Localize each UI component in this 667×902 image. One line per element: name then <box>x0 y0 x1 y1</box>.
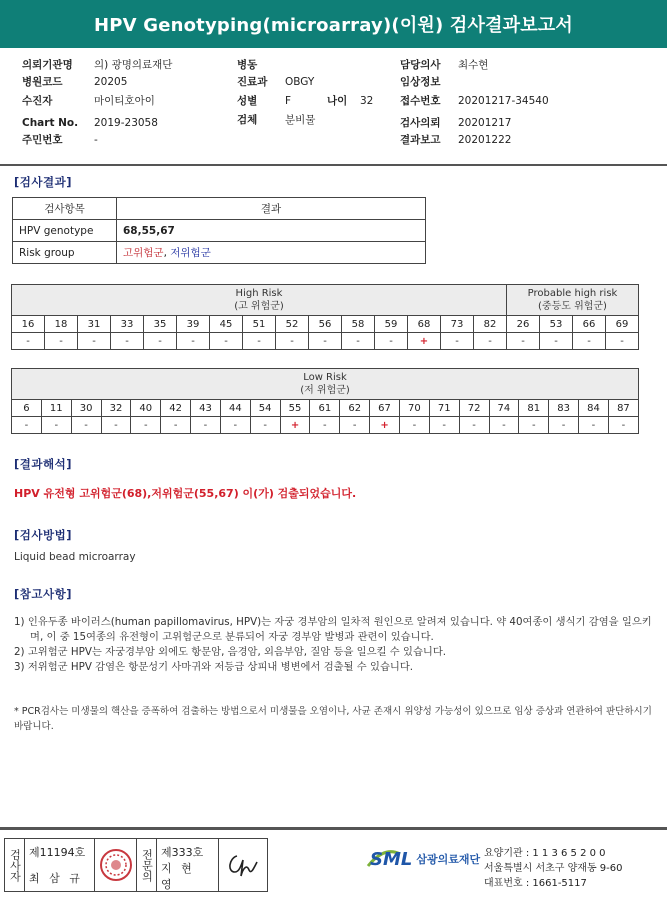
high-type: 45 <box>210 316 243 333</box>
notes-list <box>14 615 654 675</box>
tester-name: 최 삼 규 <box>29 872 83 885</box>
high-result: - <box>144 333 177 350</box>
handwritten-signature-icon <box>223 850 263 880</box>
low-result: - <box>489 417 519 434</box>
info-row: 접수번호 20201217-34540 <box>400 95 549 107</box>
org-address: 서울특별시 서초구 양재동 9-60 <box>484 863 623 874</box>
info-row: 결과보고 20201222 <box>400 134 512 146</box>
info-row: 병원코드 20205 <box>22 76 128 88</box>
high-result: - <box>111 333 144 350</box>
low-result: - <box>340 417 370 434</box>
low-type: 30 <box>71 400 101 417</box>
info-row: 의뢰기관명 의) 광명의료재단 <box>22 59 173 71</box>
low-type: 42 <box>161 400 191 417</box>
high-type: 18 <box>45 316 78 333</box>
low-type: 61 <box>310 400 340 417</box>
logo-org-name: 삼광의료재단 <box>416 853 481 866</box>
high-type: 82 <box>474 316 507 333</box>
low-result: - <box>191 417 221 434</box>
high-type: 69 <box>606 316 639 333</box>
tester-seal <box>95 839 137 891</box>
info-row: 성별 F <box>237 95 292 107</box>
high-type: 52 <box>276 316 309 333</box>
info-row: 수진자 마이티호아이 <box>22 95 155 107</box>
high-type: 66 <box>573 316 606 333</box>
low-type: 74 <box>489 400 519 417</box>
note-item: 3) 저위험군 HPV 감염은 항문성기 사마귀와 저등급 상피내 병변에서 검출될 수 있습니다. <box>14 661 414 673</box>
low-type: 81 <box>519 400 549 417</box>
low-result: - <box>12 417 42 434</box>
high-type: 51 <box>243 316 276 333</box>
org-code: 요양기관 : 1 1 3 6 5 2 0 0 <box>484 848 606 859</box>
section-notes-heading: [참고사항] <box>14 587 72 601</box>
summary-table <box>12 197 426 264</box>
low-type: 43 <box>191 400 221 417</box>
tester-role: 검사자 <box>5 839 25 891</box>
high-type: 16 <box>12 316 45 333</box>
risk-group-value <box>117 242 426 264</box>
low-result: - <box>459 417 489 434</box>
high-result: - <box>276 333 309 350</box>
note-item: 1) 인유두종 바이러스(human papillomavirus, HPV)는 자궁 경부암의 일차적 원인으로 알려져 있습니다. 약 40여종이 생식기 감염을 일으키며, 이 중 15여종의 유전형이 고위험군으로 분류되어 자궁 경부암 발병과 관련이 있습니다. <box>14 616 652 643</box>
section-interp-heading: [결과해석] <box>14 457 72 471</box>
tester-cell <box>25 839 95 891</box>
low-result: + <box>280 417 310 434</box>
risk-separator: , <box>163 247 171 259</box>
genotype-label: HPV genotype <box>13 220 117 242</box>
info-row-age: 나이 32 <box>327 95 374 107</box>
high-result-row <box>12 333 639 350</box>
info-row: 검체 분비물 <box>237 114 316 126</box>
org-phone: 대표번호 : 1661-5117 <box>484 878 587 889</box>
org-info <box>484 846 623 891</box>
sml-logo <box>366 844 480 874</box>
low-result: - <box>608 417 638 434</box>
high-result: - <box>441 333 474 350</box>
high-result: + <box>408 333 441 350</box>
specialist-cell <box>157 839 219 891</box>
method-text: Liquid bead microarray <box>14 551 136 563</box>
high-type: 73 <box>441 316 474 333</box>
high-result: - <box>78 333 111 350</box>
high-risk-table <box>11 284 639 350</box>
specialist-role: 전문의 <box>137 839 157 891</box>
high-result: - <box>243 333 276 350</box>
info-row: 병동 <box>237 59 258 71</box>
low-type: 6 <box>12 400 42 417</box>
info-row: 임상정보 <box>400 76 441 88</box>
low-result: + <box>370 417 400 434</box>
low-result: - <box>220 417 250 434</box>
low-result: - <box>429 417 459 434</box>
low-type: 32 <box>101 400 131 417</box>
low-type: 84 <box>579 400 609 417</box>
high-result: - <box>210 333 243 350</box>
low-risk-header: Low Risk (저 위험군) <box>12 369 639 400</box>
low-type: 54 <box>250 400 280 417</box>
low-result: - <box>519 417 549 434</box>
high-result: - <box>606 333 639 350</box>
high-type: 58 <box>342 316 375 333</box>
risk-group-label: Risk group <box>13 242 117 264</box>
low-type: 55 <box>280 400 310 417</box>
low-type: 62 <box>340 400 370 417</box>
high-result: - <box>375 333 408 350</box>
info-row: 담당의사 최수현 <box>400 59 489 71</box>
genotype-value: 68,55,67 <box>117 220 426 242</box>
low-result: - <box>161 417 191 434</box>
low-result: - <box>71 417 101 434</box>
low-risk-table <box>11 368 639 434</box>
probable-risk-header: Probable high risk (중등도 위험군) <box>507 285 639 316</box>
high-result: - <box>507 333 540 350</box>
note-item: 2) 고위험군 HPV는 자궁경부암 외에도 항문암, 음경암, 외음부암, 질암 등을 일으킬 수 있습니다. <box>14 646 447 658</box>
specialist-name: 지 현 영 <box>161 862 195 891</box>
low-type: 71 <box>429 400 459 417</box>
logo-brand: SML <box>370 848 413 870</box>
high-type: 35 <box>144 316 177 333</box>
low-type: 70 <box>399 400 429 417</box>
info-row: 진료과 OBGY <box>237 76 315 88</box>
low-type-row <box>12 400 639 417</box>
section-result-heading: [검사결과] <box>14 175 72 189</box>
high-result: - <box>474 333 507 350</box>
summary-head-item: 검사항목 <box>13 198 117 220</box>
low-type: 67 <box>370 400 400 417</box>
low-result: - <box>579 417 609 434</box>
high-risk-header: High Risk (고 위험군) <box>12 285 507 316</box>
low-type: 11 <box>41 400 71 417</box>
high-type: 56 <box>309 316 342 333</box>
risk-high: 고위험군 <box>123 247 164 259</box>
high-type: 59 <box>375 316 408 333</box>
signature-box <box>4 838 268 892</box>
info-row: Chart No. 2019-23058 <box>22 117 158 129</box>
info-row: 검사의뢰 20201217 <box>400 117 512 129</box>
high-type: 68 <box>408 316 441 333</box>
seal-stamp-icon <box>99 848 133 882</box>
high-result: - <box>342 333 375 350</box>
risk-low: 저위험군 <box>170 247 211 259</box>
summary-head-result: 결과 <box>117 198 426 220</box>
patient-info <box>0 56 667 166</box>
low-type: 83 <box>549 400 579 417</box>
low-result: - <box>250 417 280 434</box>
specialist-license: 제333호 <box>161 846 204 859</box>
low-result: - <box>131 417 161 434</box>
low-type: 44 <box>220 400 250 417</box>
high-type: 39 <box>177 316 210 333</box>
low-result-row <box>12 417 639 434</box>
tester-license: 제11194호 <box>29 846 86 859</box>
low-type: 40 <box>131 400 161 417</box>
low-result: - <box>101 417 131 434</box>
low-result: - <box>310 417 340 434</box>
info-row: 주민번호 - <box>22 134 98 146</box>
high-result: - <box>573 333 606 350</box>
footer-divider <box>0 827 667 830</box>
high-type-row <box>12 316 639 333</box>
interpretation-text: HPV 유전형 고위험군(68),저위험군(55,67) 이(가) 검출되었습니다. <box>14 487 357 500</box>
low-type: 72 <box>459 400 489 417</box>
high-type: 33 <box>111 316 144 333</box>
low-result: - <box>41 417 71 434</box>
low-result: - <box>399 417 429 434</box>
high-result: - <box>45 333 78 350</box>
specialist-signature <box>219 839 267 891</box>
high-type: 31 <box>78 316 111 333</box>
pcr-footnote: * PCR검사는 미생물의 핵산을 증폭하여 검출하는 방법으로서 미생물을 오염이나, 사균 존재시 위양성 가능성이 있으므로 임상 증상과 연관하여 판단하시기 바랍니다. <box>14 706 652 732</box>
high-result: - <box>12 333 45 350</box>
report-title: HPV Genotyping(microarray)(이원) 검사결과보고서 <box>0 0 667 48</box>
high-type: 26 <box>507 316 540 333</box>
high-result: - <box>540 333 573 350</box>
section-method-heading: [검사방법] <box>14 528 72 542</box>
high-type: 53 <box>540 316 573 333</box>
high-result: - <box>177 333 210 350</box>
low-type: 87 <box>608 400 638 417</box>
low-result: - <box>549 417 579 434</box>
high-result: - <box>309 333 342 350</box>
